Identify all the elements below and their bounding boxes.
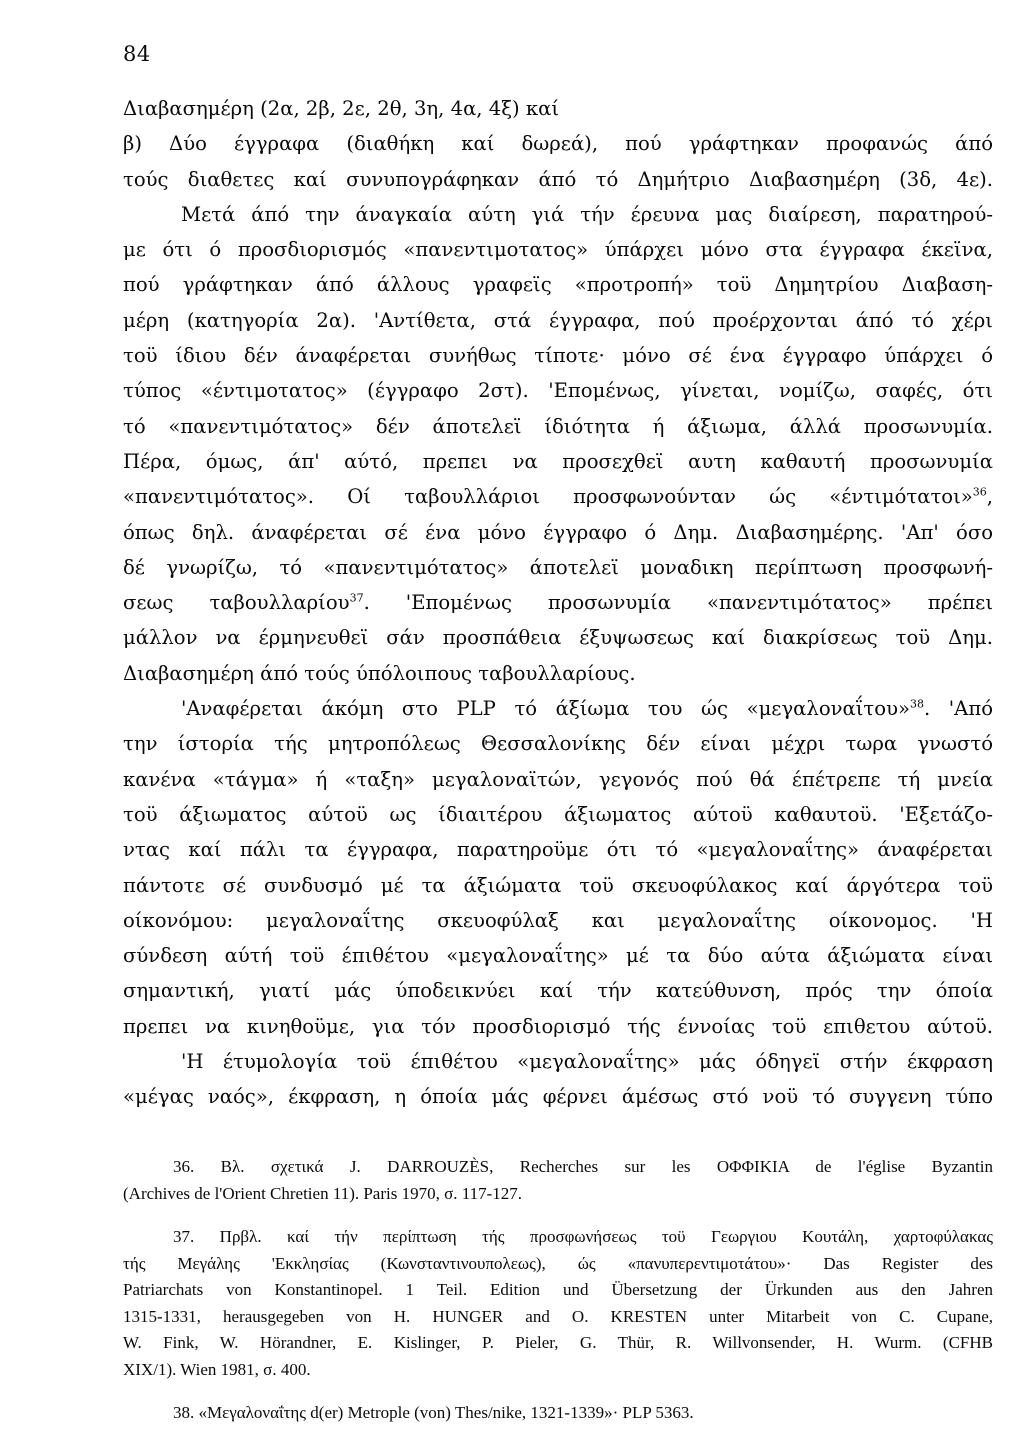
body-line-text: 'Η έτυμολογία τοϋ έπιθέτου «μεγαλοναΐτης» μάς όδηγεϊ στήν έκφραση [181,1050,993,1074]
body-line-text: Διαβασημέρη (2α, 2β, 2ε, 2θ, 3η, 4α, 4ξ) καί [123,97,560,120]
body-line [123,868,993,903]
body-line-text: Μετά άπό την άναγκαία αύτη γιά τήν έρευνα μας διαίρεση, παρατηρού- [181,202,993,226]
body-line-text: τούς διαθετες καί συνυπογράφηκαν άπό τό Δημήτριο Διαβασημέρη (3δ, 4ε). [123,167,993,191]
body-line-text: β) Δύο έγγραφα (διαθήκη καί δωρεά), πού γράφτηκαν προφανώς άπό [123,132,993,156]
body-line [123,515,993,550]
body-line [123,338,993,373]
footnote-line: 36. Βλ. σχετικά J. DARROUZÈS, Recherches sur les ΟΦΦΙΚΙΑ de l'église Byzantin [173,1157,993,1176]
body-line-text: μέρη (κατηγορία 2α). 'Αντίθετα, στά έγγραφα, πού προέρχονται άπό τό χέρι [123,308,993,332]
body-line-text: «πανεντιμότατος». Οί ταβουλλάριοι προσφωνούνταν ώς «έντιμότατοι» [123,485,973,509]
body-line [123,1044,993,1079]
body-line [123,232,993,267]
body-line-text: 'Αναφέρεται άκόμη στο PLP τό άξίωμα του ώς «μεγαλοναΐτου» [181,697,910,721]
body-line [123,162,993,197]
body-line-text: τοϋ ίδιου δέν άναφέρεται συνήθως τίποτε· μόνο σέ ένα έγγραφο ύπάρχει ό [123,344,993,368]
footnote-reference[interactable]: 37 [349,591,364,605]
body-line [123,585,993,620]
body-line-text: πρεπει να κινηθοϋμε, για τόν προσδιορισμό τής έννοίας τοϋ επιθετου αύτοϋ. [123,1014,993,1038]
body-line-text: πάντοτε σέ συνδυσμό μέ τα άξιώματα τοϋ σκευοφύλακος καί άργότερα τοϋ [123,873,993,897]
body-line-text: σύνδεση αύτή τοϋ έπιθέτου «μεγαλοναΐτης» μέ τα δύο αύτα άξιώματα είναι [123,944,993,968]
body-line-text: σημαντική, γιατί μάς ύποδεικνύει καί τήν κατεύθυνση, πρός την όποία [123,979,993,1003]
body-line-text: δέ γνωρίζω, τό «πανεντιμότατος» άποτελεϊ μοναδικη περίπτωση προσφωνή- [123,555,993,579]
body-line-tail: . 'Επομένως προσωνυμία «πανεντιμότατος» πρέπει [363,591,993,615]
body-line-text: οίκονόμου: μεγαλοναΐτης σκευοφύλαξ και μεγαλοναΐτης οίκονομος. 'Η [123,908,993,932]
body-line-text: σεως ταβουλλαρίου [123,591,350,615]
body-line [123,620,993,655]
footnote-line: (Archives de l'Orient Chretien 11). Paris 1970, σ. 117-127. [123,1183,523,1203]
body-line-text: μάλλον να έρμηνευθεϊ σάν προσπάθεια έξυψωσεως καί διακρίσεως τοϋ Δημ. [123,626,993,650]
body-line [123,973,993,1008]
page-number: 84 [123,42,151,66]
body-line [123,903,993,938]
body-line [123,691,993,726]
body-line-text: με ότι ό προσδιορισμός «πανεντιμοτατος» ύπάρχει μόνο στα έγγραφα έκεϊνα, [123,238,993,262]
footnote-37 [123,1224,993,1383]
footnote-36 [123,1154,993,1207]
body-line [123,479,993,514]
footnote-line: 1315-1331, herausgegeben von H. HUNGER and O. KRESTEN unter Mitarbeit von C. Cupane, [123,1306,993,1326]
body-line [123,373,993,408]
body-line-tail: . 'Από [923,697,994,721]
footnote-gap [123,1207,993,1224]
body-line-text: Διαβασημέρη άπό τούς ύπόλοιπους ταβουλλαρίους. [123,661,636,685]
body-text [123,91,993,1115]
body-line [123,303,993,338]
body-line-text: τό «πανεντιμότατος» δέν άποτελεϊ ίδιότητα ή άξιωμα, άλλά προσωνυμία. [123,414,993,438]
body-line-text: ντας καί πάλι τα έγγραφα, παρατηροϋμε ότι τό «μεγαλοναΐτης» άναφέρεται [123,838,993,862]
body-line [123,126,993,161]
body-line-tail: , [986,485,993,509]
body-line [123,762,993,797]
footnote-reference[interactable]: 38 [909,697,924,711]
body-line [123,832,993,867]
footnote-line: 38. «Μεγαλοναΐτης d(er) Metrople (von) Thes/nike, 1321-1339»· PLP 5363. [173,1403,694,1422]
footnote-line: τής Μεγάλης 'Εκκλησίας (Κωνσταντινουπολεως), ώς «πανυπερεντιμοτάτου»· Das Register des [123,1253,993,1273]
body-line-text: πού γράφτηκαν άπό άλλους γραφεϊς «προτροπή» τοϋ Δημητρίου Διαβαση- [123,273,993,297]
footnote-line: W. Fink, W. Hörandner, E. Kislinger, P. Pieler, G. Thür, R. Willvonsender, H. Wurm. (CFHB [123,1333,993,1352]
body-line-text: τοϋ άξιωματος αύτοϋ ως ίδιαιτέρου άξιωματος αύτοϋ καθαυτοϋ. 'Εξετάζο- [123,802,993,826]
footnote-line: 37. Πρβλ. καί τήν περίπτωση τής προσφωνήσεως τοϋ Γεωργιου Κουτάλη, χαρτοφύλακας [173,1227,993,1246]
body-line-text: την ίστορία τής μητροπόλεως Θεσσαλονίκης δέν είναι μέχρι τωρα γνωστό [123,732,993,756]
footnote-gap [123,1383,993,1400]
footnotes-section [123,1154,993,1427]
body-line-text: τύπος «έντιμοτατος» (έγγραφο 2στ). 'Επομένως, γίνεται, νομίζω, σαφές, ότι [123,379,993,403]
body-line [123,91,993,126]
body-line [123,1009,993,1044]
body-line [123,797,993,832]
body-line [123,197,993,232]
body-line [123,267,993,302]
body-line-text: όπως δηλ. άναφέρεται σέ ένα μόνο έγγραφο ό Δημ. Διαβασημέρης. 'Απ' όσο [123,520,993,544]
footnote-38 [123,1400,993,1427]
body-line [123,656,993,691]
body-line [123,938,993,973]
body-line-text: Πέρα, όμως, άπ' αύτό, πρεπει να προσεχθεϊ αυτη καθαυτή προσωνυμία [123,449,993,473]
footnote-line: XIX/1). Wien 1981, σ. 400. [123,1359,311,1379]
body-line [123,444,993,479]
body-line [123,409,993,444]
footnote-reference[interactable]: 36 [972,485,987,499]
footnote-line: Patriarchats von Konstantinopel. 1 Teil. Edition und Übersetzung der Ürkunden aus den Jahren [123,1280,993,1299]
body-line [123,726,993,761]
body-line [123,1079,993,1114]
body-line-text: «μέγας ναός», έκφραση, η όποία μάς φέρνει άμέσως στό νοϋ τό συγγενη τύπο [123,1085,993,1109]
body-line-text: κανένα «τάγμα» ή «ταξη» μεγαλοναϊτών, γεγονός πού θά έπέτρεπε τή μνεία [123,767,993,791]
body-line [123,550,993,585]
